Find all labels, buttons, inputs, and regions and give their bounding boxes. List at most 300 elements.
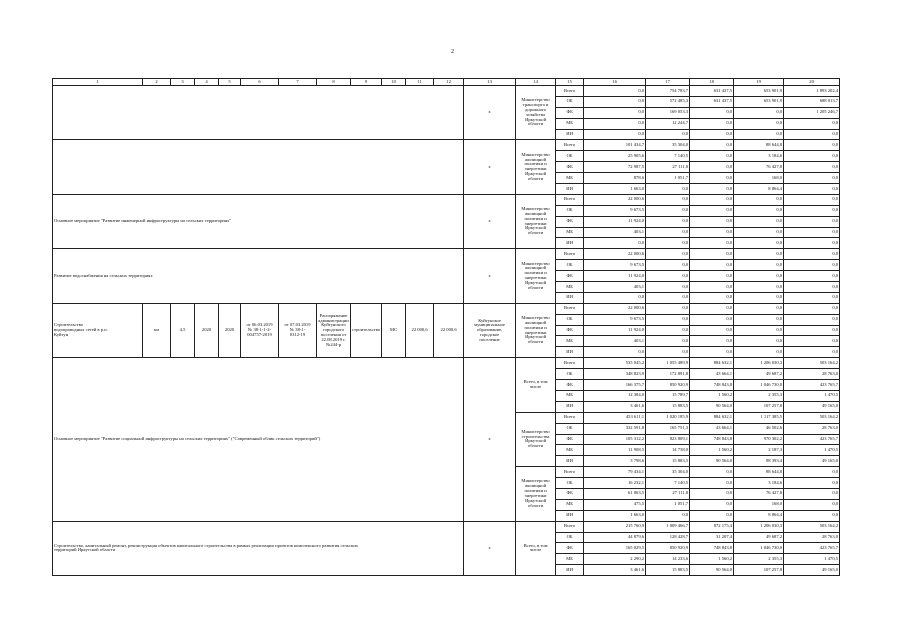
column-number: 18: [690, 79, 734, 86]
amount-cell: 8 864,4: [734, 184, 784, 195]
amount-cell: 748 843,8: [690, 380, 734, 391]
amount-cell: 0,0: [784, 271, 840, 282]
amount-cell: 49 687,2: [734, 532, 784, 543]
amount-cell: 0,0: [646, 249, 690, 260]
column-number: 11: [406, 79, 434, 86]
amount-cell: 0,0: [690, 510, 734, 521]
funding-source: ИИ: [556, 347, 584, 358]
amount-cell: 128 428,7: [646, 532, 690, 543]
column-number: 2: [143, 79, 171, 86]
column-number: 17: [646, 79, 690, 86]
amount-cell: 0,0: [690, 282, 734, 293]
amount-cell: 0,0: [646, 303, 690, 314]
funding-source: ФБ: [556, 162, 584, 173]
funding-source: Всего: [556, 194, 584, 205]
amount-cell: 1 560,2: [690, 445, 734, 456]
column-number: 5: [219, 79, 241, 86]
amount-cell: 2 290,2: [584, 554, 646, 565]
amount-cell: 850 920,9: [646, 543, 690, 554]
amount-cell: 12 244,7: [646, 118, 690, 129]
amount-cell: 0,0: [690, 478, 734, 489]
amount-cell: 0,0: [646, 271, 690, 282]
amount-cell: 1 470,5: [784, 554, 840, 565]
amount-cell: 0,0: [784, 249, 840, 260]
amount-cell: 503 164,2: [784, 412, 840, 423]
amount-cell: 0,0: [690, 292, 734, 303]
amount-cell: 88 644,8: [734, 140, 784, 151]
amount-cell: 11 924,0: [584, 271, 646, 282]
funding-source: МБ: [556, 499, 584, 510]
amount-cell: 1 893 202,4: [784, 86, 840, 97]
amount-cell: 0,0: [690, 140, 734, 151]
amount-cell: 872 175,4: [690, 521, 734, 532]
amount-cell: 28 763,0: [784, 532, 840, 543]
object-c12: 22 000,6: [434, 303, 464, 357]
amount-cell: 0,0: [690, 184, 734, 195]
amount-cell: 572 485,3: [646, 96, 690, 107]
object-c7: от 07.03.2019 № 38-1- 0312-19: [279, 303, 317, 357]
row-marker: х: [464, 249, 516, 303]
amount-cell: 90 564,0: [690, 401, 734, 412]
column-number: 7: [279, 79, 317, 86]
amount-cell: 0,0: [646, 336, 690, 347]
amount-cell: 0,0: [784, 184, 840, 195]
object-c9: строительство: [351, 303, 382, 357]
table-row: [53, 358, 840, 369]
column-number: 19: [734, 79, 784, 86]
funding-source: ИИ: [556, 129, 584, 140]
amount-cell: 76 427,8: [734, 488, 784, 499]
amount-cell: 878,6: [584, 173, 646, 184]
amount-cell: 49 687,2: [734, 369, 784, 380]
amount-cell: 27 111,8: [646, 162, 690, 173]
amount-cell: 35 304,0: [646, 140, 690, 151]
table-row: [53, 303, 840, 314]
amount-cell: 0,0: [784, 292, 840, 303]
amount-cell: 0,0: [690, 173, 734, 184]
amount-cell: 44 879,6: [584, 532, 646, 543]
funding-source: Всего: [556, 412, 584, 423]
amount-cell: 0,0: [646, 314, 690, 325]
amount-cell: 631 437,5: [690, 86, 734, 97]
column-number: 3: [171, 79, 195, 86]
funding-source: ФБ: [556, 380, 584, 391]
amount-cell: 653 901,9: [734, 96, 784, 107]
amount-cell: 76 427,8: [734, 162, 784, 173]
amount-cell: 0,0: [784, 488, 840, 499]
amount-cell: 475,5: [584, 499, 646, 510]
funding-source: МБ: [556, 390, 584, 401]
amount-cell: 9 673,5: [584, 205, 646, 216]
object-c10: МС: [382, 303, 406, 357]
amount-cell: 165 029,5: [584, 543, 646, 554]
row-marker: х: [464, 86, 516, 140]
amount-cell: 107 257,8: [734, 401, 784, 412]
row-title: Строительство, капитальный ремонт, реконструкция объектов капитального строительства в рамках реализации проектов комплексного развития сельских территорий Иркутской области: [53, 521, 464, 575]
amount-cell: 0,0: [646, 347, 690, 358]
amount-cell: 1 020 185,9: [646, 412, 690, 423]
row-marker: х: [464, 358, 516, 521]
amount-cell: 332 591,8: [584, 423, 646, 434]
funding-source: МБ: [556, 282, 584, 293]
amount-cell: 90 564,0: [690, 565, 734, 576]
amount-cell: 0,0: [690, 205, 734, 216]
executor: Министерство жилищной политики и энергетики Иркутской области: [516, 194, 556, 248]
amount-cell: 0,0: [734, 107, 784, 118]
amount-cell: 90 564,0: [690, 456, 734, 467]
table-row: [53, 140, 840, 151]
funding-source: ОБ: [556, 205, 584, 216]
amount-cell: 453 611,1: [584, 412, 646, 423]
table-row: [53, 521, 840, 532]
executor: Министерство транспорта и дорожного хозяйства Иркутской области: [516, 86, 556, 140]
amount-cell: 403,1: [584, 227, 646, 238]
amount-cell: 0,0: [734, 194, 784, 205]
amount-cell: 0,0: [690, 162, 734, 173]
amount-cell: 1 117 385,5: [734, 412, 784, 423]
amount-cell: 0,0: [646, 205, 690, 216]
amount-cell: 166 375,7: [584, 380, 646, 391]
amount-cell: 0,0: [734, 314, 784, 325]
table-row: [53, 79, 840, 86]
row-title: Основное мероприятие "Развитие инженерной инфраструктуры на сельских территориях": [53, 194, 464, 248]
amount-cell: 1 470,5: [784, 445, 840, 456]
amount-cell: 1 663,0: [584, 510, 646, 521]
amount-cell: 0,0: [584, 347, 646, 358]
amount-cell: 49 165,0: [784, 401, 840, 412]
object-c2: км: [143, 303, 171, 357]
row-marker: х: [464, 521, 516, 575]
amount-cell: 0,0: [646, 282, 690, 293]
page-number: 2: [451, 49, 454, 55]
amount-cell: 0,0: [690, 303, 734, 314]
amount-cell: 14 738,0: [646, 445, 690, 456]
amount-cell: 1 206 030,3: [734, 521, 784, 532]
amount-cell: 748 843,8: [690, 434, 734, 445]
funding-source: ОБ: [556, 151, 584, 162]
amount-cell: 2 355,3: [734, 390, 784, 401]
amount-cell: 0,0: [784, 499, 840, 510]
amount-cell: 0,0: [690, 129, 734, 140]
amount-cell: 535 045,2: [584, 358, 646, 369]
funding-source: ФБ: [556, 434, 584, 445]
amount-cell: 25 905,6: [584, 151, 646, 162]
amount-cell: 0,0: [690, 216, 734, 227]
amount-cell: 0,0: [784, 303, 840, 314]
amount-cell: 653 901,9: [734, 86, 784, 97]
amount-cell: 423 765,7: [784, 434, 840, 445]
amount-cell: 0,0: [690, 249, 734, 260]
amount-cell: 43 664,1: [690, 369, 734, 380]
amount-cell: 0,0: [734, 303, 784, 314]
funding-source: ОБ: [556, 423, 584, 434]
object-c6: от 06.03.2019 № 38-1-1-2- 004757-2019: [241, 303, 279, 357]
funding-source: Всего: [556, 358, 584, 369]
amount-cell: 0,0: [690, 488, 734, 499]
amount-cell: 35 304,0: [646, 467, 690, 478]
column-number: 13: [464, 79, 516, 86]
object-name: Строительство водопроводных сетей в р.п. Куйтун: [53, 303, 143, 357]
funding-source: МБ: [556, 445, 584, 456]
amount-cell: 2 187,3: [734, 445, 784, 456]
amount-cell: 0,0: [734, 129, 784, 140]
amount-cell: 0,0: [784, 336, 840, 347]
amount-cell: 9 673,5: [584, 260, 646, 271]
amount-cell: 0,0: [734, 336, 784, 347]
amount-cell: 0,0: [584, 129, 646, 140]
executor: Всего, в том числе: [516, 521, 556, 575]
funding-source: ОБ: [556, 478, 584, 489]
object-c5: 2020: [219, 303, 241, 357]
amount-cell: 11 908,5: [584, 445, 646, 456]
column-number: 20: [784, 79, 840, 86]
amount-cell: 79 434,1: [584, 467, 646, 478]
amount-cell: 165 751,3: [646, 423, 690, 434]
amount-cell: 0,0: [784, 347, 840, 358]
amount-cell: 0,0: [584, 238, 646, 249]
amount-cell: 49 165,0: [784, 456, 840, 467]
object-c8: Распоряжение администрации Куйтунского городского поселения от 22.08.2019 г. №244-р: [317, 303, 351, 357]
amount-cell: 215 760,9: [584, 521, 646, 532]
amount-cell: 884 632,1: [690, 358, 734, 369]
funding-source: МБ: [556, 118, 584, 129]
amount-cell: 503 164,2: [784, 521, 840, 532]
amount-cell: 15 789,7: [646, 390, 690, 401]
amount-cell: 0,0: [734, 325, 784, 336]
amount-cell: 3 184,6: [734, 151, 784, 162]
amount-cell: 2 355,3: [734, 554, 784, 565]
funding-source: ФБ: [556, 543, 584, 554]
amount-cell: 0,0: [646, 510, 690, 521]
amount-cell: 0,0: [784, 140, 840, 151]
object-c4: 2020: [195, 303, 219, 357]
amount-cell: 27 111,8: [646, 488, 690, 499]
amount-cell: 748 843,8: [690, 543, 734, 554]
row-title: Развитие водоснабжения на сельских территориях: [53, 249, 464, 303]
amount-cell: 15 883,5: [646, 456, 690, 467]
funding-source: ФБ: [556, 216, 584, 227]
amount-cell: 0,0: [784, 238, 840, 249]
amount-cell: 3 461,6: [584, 401, 646, 412]
funding-source: ИИ: [556, 401, 584, 412]
amount-cell: 12 384,0: [584, 390, 646, 401]
amount-cell: 0,0: [690, 271, 734, 282]
amount-cell: 22 000,6: [584, 249, 646, 260]
amount-cell: 107 257,8: [734, 565, 784, 576]
amount-cell: 423 765,7: [784, 543, 840, 554]
amount-cell: 28 763,0: [784, 369, 840, 380]
amount-cell: 11 924,0: [584, 216, 646, 227]
amount-cell: 1 560,2: [690, 554, 734, 565]
funding-source: ФБ: [556, 488, 584, 499]
amount-cell: 0,0: [734, 227, 784, 238]
amount-cell: 0,0: [784, 216, 840, 227]
funding-source: ОБ: [556, 260, 584, 271]
amount-cell: 0,0: [690, 151, 734, 162]
row-title: [53, 86, 464, 140]
amount-cell: 0,0: [784, 282, 840, 293]
amount-cell: 0,0: [646, 325, 690, 336]
amount-cell: 0,0: [784, 194, 840, 205]
column-number: 1: [53, 79, 143, 86]
funding-source: Всего: [556, 303, 584, 314]
amount-cell: 72 987,5: [584, 162, 646, 173]
amount-cell: 0,0: [784, 205, 840, 216]
amount-cell: 0,0: [784, 118, 840, 129]
funding-source: ИИ: [556, 238, 584, 249]
amount-cell: 3 798,6: [584, 456, 646, 467]
funding-source: ИИ: [556, 292, 584, 303]
amount-cell: 1 046 730,0: [734, 543, 784, 554]
row-marker: х: [464, 194, 516, 248]
amount-cell: 688 013,7: [784, 96, 840, 107]
row-title: [53, 140, 464, 194]
funding-source: ИИ: [556, 184, 584, 195]
amount-cell: 0,0: [646, 194, 690, 205]
amount-cell: 46 502,6: [734, 423, 784, 434]
executor: Министерство жилищной политики и энергетики Иркутской области: [516, 467, 556, 521]
amount-cell: 0,0: [734, 205, 784, 216]
amount-cell: 850 920,9: [646, 380, 690, 391]
amount-cell: 0,0: [690, 336, 734, 347]
amount-cell: 49 165,0: [784, 565, 840, 576]
amount-cell: 0,0: [690, 499, 734, 510]
amount-cell: 0,0: [690, 347, 734, 358]
amount-cell: 8 864,4: [734, 510, 784, 521]
amount-cell: 0,0: [646, 216, 690, 227]
amount-cell: 0,0: [734, 238, 784, 249]
amount-cell: 348 823,9: [584, 369, 646, 380]
column-number: 16: [584, 79, 646, 86]
column-number: 6: [241, 79, 279, 86]
amount-cell: 0,0: [690, 238, 734, 249]
amount-cell: 15 883,5: [646, 401, 690, 412]
amount-cell: 0,0: [784, 314, 840, 325]
funding-source: Всего: [556, 86, 584, 97]
executor: Всего, в том числе: [516, 358, 556, 412]
column-number: 8: [317, 79, 351, 86]
amount-cell: 0,0: [734, 292, 784, 303]
amount-cell: 0,0: [646, 292, 690, 303]
amount-cell: 0,0: [584, 118, 646, 129]
amount-cell: 1 663,0: [584, 184, 646, 195]
amount-cell: 1 206 030,3: [734, 358, 784, 369]
amount-cell: 0,0: [646, 227, 690, 238]
amount-cell: 1 051,7: [646, 173, 690, 184]
funding-source: МБ: [556, 173, 584, 184]
funding-source: ОБ: [556, 314, 584, 325]
table-row: [53, 194, 840, 205]
funding-source: ИИ: [556, 565, 584, 576]
object-c3: 4,5: [171, 303, 195, 357]
amount-cell: 754 783,7: [646, 86, 690, 97]
amount-cell: 0,0: [690, 118, 734, 129]
table-row: [53, 249, 840, 260]
amount-cell: 0,0: [690, 467, 734, 478]
amount-cell: 0,0: [584, 292, 646, 303]
object-c13: Куйтунское муниципальное образование, городское поселение: [464, 303, 516, 357]
executor: Министерство строительства Иркутской области: [516, 412, 556, 466]
amount-cell: 0,0: [784, 227, 840, 238]
amount-cell: 14 233,6: [646, 554, 690, 565]
amount-cell: 0,0: [784, 260, 840, 271]
amount-cell: 0,0: [690, 227, 734, 238]
amount-cell: 16 232,1: [584, 478, 646, 489]
amount-cell: 0,0: [784, 478, 840, 489]
amount-cell: 31 207,4: [690, 532, 734, 543]
amount-cell: 503 164,2: [784, 358, 840, 369]
column-number: 4: [195, 79, 219, 86]
amount-cell: 0,0: [646, 238, 690, 249]
funding-source: ОБ: [556, 369, 584, 380]
amount-cell: 98 393,4: [734, 456, 784, 467]
amount-cell: 1 560,2: [690, 390, 734, 401]
amount-cell: 884 632,1: [690, 412, 734, 423]
column-number: 10: [382, 79, 406, 86]
amount-cell: 22 000,6: [584, 303, 646, 314]
amount-cell: 0,0: [784, 129, 840, 140]
amount-cell: 0,0: [734, 118, 784, 129]
executor: Министерство жилищной политики и энергетики Иркутской области: [516, 140, 556, 194]
amount-cell: 0,0: [734, 216, 784, 227]
column-number: 15: [556, 79, 584, 86]
funding-source: Всего: [556, 467, 584, 478]
object-c11: 22 000,6: [406, 303, 434, 357]
amount-cell: 11 924,0: [584, 325, 646, 336]
amount-cell: 22 000,6: [584, 194, 646, 205]
amount-cell: 0,0: [734, 249, 784, 260]
amount-cell: 0,0: [584, 86, 646, 97]
amount-cell: 0,0: [784, 151, 840, 162]
amount-cell: 0,0: [734, 271, 784, 282]
funding-source: ИИ: [556, 510, 584, 521]
row-marker: х: [464, 140, 516, 194]
executor: Министерство жилищной политики и энергетики Иркутской области: [516, 303, 556, 357]
executor: Министерство жилищной политики и энергетики Иркутской области: [516, 249, 556, 303]
amount-cell: 0,0: [690, 194, 734, 205]
amount-cell: 403,1: [584, 282, 646, 293]
column-number: 9: [351, 79, 382, 86]
amount-cell: 0,0: [646, 129, 690, 140]
amount-cell: 169 053,3: [646, 107, 690, 118]
amount-cell: 7 140,5: [646, 151, 690, 162]
amount-cell: 1 470,5: [784, 390, 840, 401]
amount-cell: 168,0: [734, 499, 784, 510]
amount-cell: 0,0: [734, 260, 784, 271]
amount-cell: 0,0: [784, 325, 840, 336]
column-number: 12: [434, 79, 464, 86]
amount-cell: 1 205 246,7: [784, 107, 840, 118]
amount-cell: 0,0: [690, 260, 734, 271]
amount-cell: 0,0: [584, 107, 646, 118]
amount-cell: 0,0: [784, 162, 840, 173]
funding-source: ОБ: [556, 532, 584, 543]
funding-source: ФБ: [556, 107, 584, 118]
amount-cell: 0,0: [690, 107, 734, 118]
amount-cell: 0,0: [646, 260, 690, 271]
amount-cell: 15 883,5: [646, 565, 690, 576]
funding-source: Всего: [556, 521, 584, 532]
amount-cell: 631 437,5: [690, 96, 734, 107]
amount-cell: 105 312,2: [584, 434, 646, 445]
amount-cell: 88 644,8: [734, 467, 784, 478]
amount-cell: 101 434,7: [584, 140, 646, 151]
funding-source: ФБ: [556, 271, 584, 282]
funding-source: МБ: [556, 336, 584, 347]
amount-cell: 0,0: [690, 325, 734, 336]
amount-cell: 823 809,1: [646, 434, 690, 445]
amount-cell: 0,0: [784, 467, 840, 478]
